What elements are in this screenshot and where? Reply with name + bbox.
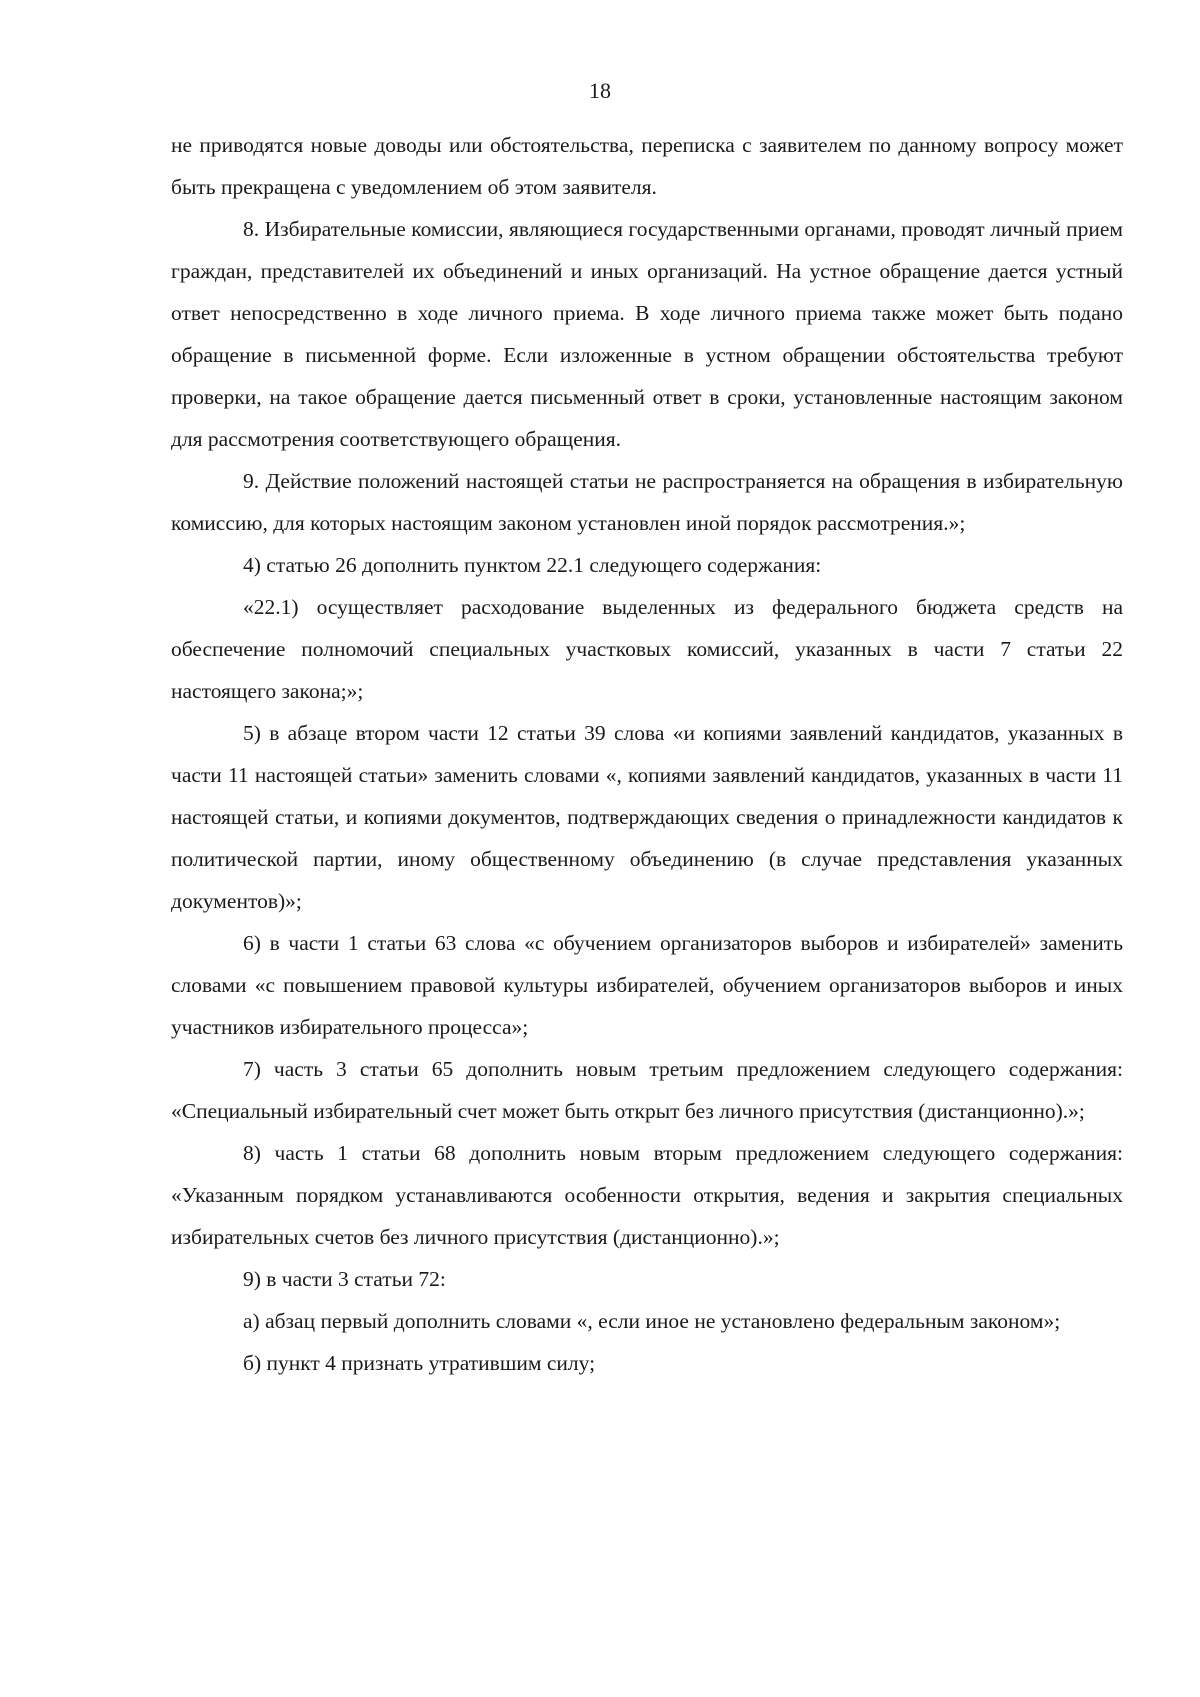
paragraph-amendment-4: 4) статью 26 дополнить пунктом 22.1 следующего содержания: <box>243 553 822 577</box>
paragraph-amendment-8: 8) часть 1 статьи 68 дополнить новым вторым предложением следующего содержания: «Указанным порядком устанавливаются особенности открытия, ведения и закрытия специальных избирательных счетов без личного присутствия (дистанционно).»; <box>171 1141 1123 1249</box>
paragraph-item-8: 8. Избирательные комиссии, являющиеся государственными органами, проводят личный прием граждан, представителей их объединений и иных организаций. На устное обращение дается устный ответ непосредственно в ходе личного приема. В ходе личного приема также может быть подано обращение в письменной форме. Если изложенные в устном обращении обстоятельства требуют проверки, на такое обращение дается письменный ответ в сроки, установленные настоящим законом для рассмотрения соответствующего обращения. <box>171 217 1123 451</box>
paragraph-continuation: не приводятся новые доводы или обстоятельства, переписка с заявителем по данному вопросу может быть прекращена с уведомлением об этом заявителя. <box>171 133 1123 199</box>
paragraph-amendment-9: 9) в части 3 статьи 72: <box>243 1267 446 1291</box>
paragraph-item-9: 9. Действие положений настоящей статьи не распространяется на обращения в избирательную комиссию, для которых настоящим законом установлен иной порядок рассмотрения.»; <box>171 469 1123 535</box>
document-body <box>171 124 1123 1384</box>
paragraph-subitem-a: а) абзац первый дополнить словами «, если иное не установлено федеральным законом»; <box>243 1309 1061 1333</box>
paragraph-subitem-b: б) пункт 4 признать утратившим силу; <box>243 1351 596 1375</box>
paragraph-amendment-5: 5) в абзаце втором части 12 статьи 39 слова «и копиями заявлений кандидатов, указанных в части 11 настоящей статьи» заменить словами «, копиями заявлений кандидатов, указанных в части 11 настоящей статьи, и копиями документов, подтверждающих сведения о принадлежности кандидатов к политической партии, иному общественному объединению (в случае представления указанных документов)»; <box>171 721 1123 913</box>
paragraph-quote-22-1: «22.1) осуществляет расходование выделенных из федерального бюджета средств на обеспечение полномочий специальных участковых комиссий, указанных в части 7 статьи 22 настоящего закона;»; <box>171 595 1123 703</box>
paragraph-amendment-6: 6) в части 1 статьи 63 слова «с обучением организаторов выборов и избирателей» заменить словами «с повышением правовой культуры избирателей, обучением организаторов выборов и иных участников избирательного процесса»; <box>171 931 1123 1039</box>
page-number: 18 <box>589 78 611 103</box>
paragraph-amendment-7: 7) часть 3 статьи 65 дополнить новым третьим предложением следующего содержания: «Специальный избирательный счет может быть открыт без личного присутствия (дистанционно).»; <box>171 1057 1123 1123</box>
